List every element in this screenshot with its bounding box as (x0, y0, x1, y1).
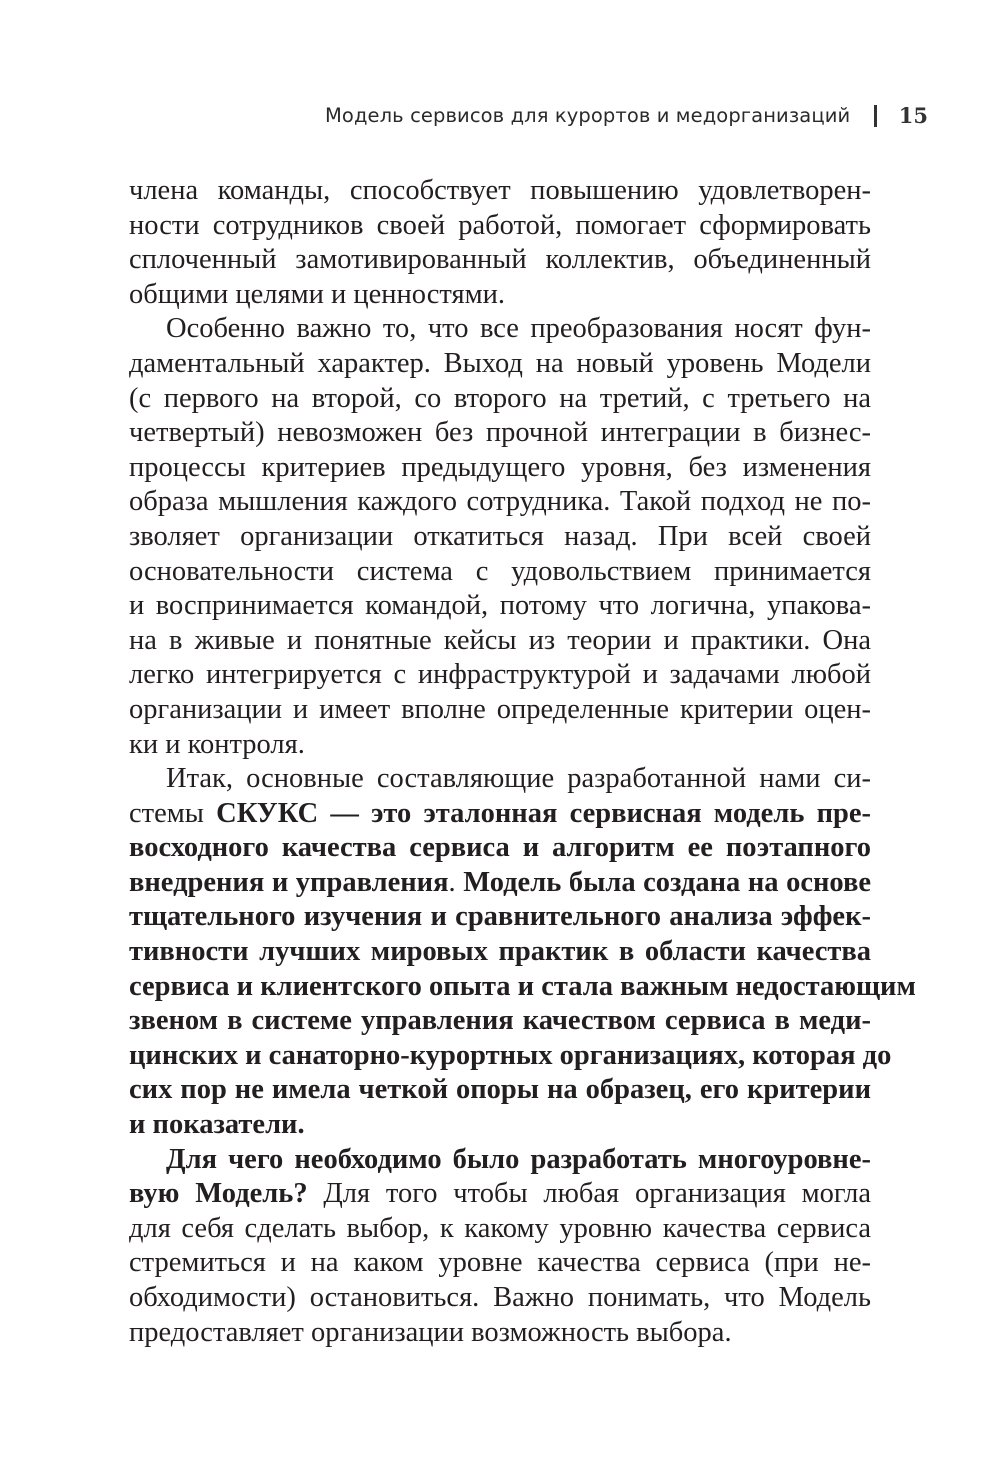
text-span: (с первого на второй, со второго на третий, с третьего на (129, 382, 871, 414)
text-line (129, 728, 871, 763)
bold-text-span: СКУКС — это эталонная сервисная модель пре- (216, 797, 871, 829)
bold-text-span: Для чего необходимо было разработать многоуровне- (166, 1143, 871, 1175)
text-line (129, 658, 871, 693)
text-line (129, 1246, 871, 1281)
text-span: и воспринимается командой, потому что логична, упакова- (129, 590, 871, 622)
text-span: . (448, 866, 464, 898)
text-line (129, 900, 871, 935)
text-line (129, 243, 871, 278)
bold-text-span: сих пор не имела четкой опоры на образец, его критерии (129, 1074, 871, 1106)
text-span: предоставляет организации возможность выбора. (129, 1316, 732, 1348)
text-span: сплоченный замотивированный коллектив, объединенный (129, 244, 871, 276)
text-span: зволяет организации откатиться назад. При всей своей (129, 520, 871, 552)
bold-text-span: тщательного изучения и сравнительного анализа эффек- (129, 901, 871, 933)
text-line (129, 935, 871, 970)
text-line (129, 555, 871, 590)
text-line (129, 1177, 871, 1212)
text-line (129, 1212, 871, 1247)
text-line (129, 589, 871, 624)
text-line (129, 312, 871, 347)
bold-text-span: Модель была создана на основе (463, 866, 871, 898)
text-line (129, 797, 871, 832)
text-line (129, 451, 871, 486)
text-span: ки и контроля. (129, 728, 305, 760)
running-head (325, 103, 928, 128)
text-line (129, 1281, 871, 1316)
bold-text-span: звеном в системе управления качеством сервиса в меди- (129, 1005, 871, 1037)
text-line (129, 693, 871, 728)
text-span: для себя сделать выбор, к какому уровню качества сервиса (129, 1212, 871, 1244)
text-line (129, 970, 916, 1005)
text-line (129, 485, 871, 520)
text-span: четвертый) невозможен без прочной интеграции в бизнес- (129, 417, 871, 449)
text-span: процессы критериев предыдущего уровня, без изменения (129, 451, 871, 483)
text-span: Для того чтобы любая организация могла (307, 1178, 871, 1210)
text-span: общими целями и ценностями. (129, 278, 505, 310)
text-span: на в живые и понятные кейсы из теории и практики. Она (129, 624, 871, 656)
bold-text-span: цинских и санаторно-курортных организациях, которая до (129, 1039, 892, 1071)
text-line (129, 624, 871, 659)
text-line (129, 1073, 871, 1108)
text-line (129, 866, 871, 901)
text-line (129, 1039, 892, 1074)
bold-text-span: внедрения и управления (129, 866, 449, 898)
text-line (129, 520, 871, 555)
text-line (129, 762, 871, 797)
text-span: ности сотрудников своей работой, помогает сформировать (129, 209, 871, 241)
text-line (129, 1143, 871, 1178)
bold-text-span: сервиса и клиентского опыта и стала важным недостающим (129, 970, 916, 1002)
text-span: Особенно важно то, что все преобразования носят фун- (166, 313, 871, 345)
text-line (129, 416, 871, 451)
text-span: члена команды, способствует повышению удовлетворен- (129, 175, 871, 206)
text-span: образа мышления каждого сотрудника. Такой подход не по- (129, 486, 871, 518)
bold-text-span: и показатели. (129, 1109, 305, 1141)
text-span: легко интегрируется с инфраструктурой и задачами любой (129, 659, 871, 691)
text-span: обходимости) остановиться. Важно понимать, что Модель (129, 1282, 871, 1313)
text-line (129, 1316, 871, 1351)
text-line (129, 382, 871, 417)
text-line (129, 347, 871, 382)
text-span: стремиться и на каком уровне качества сервиса (при не- (129, 1247, 871, 1279)
text-line (129, 1108, 871, 1143)
text-span: стемы (129, 797, 217, 829)
running-title: Модель сервисов для курортов и медорганизаций (324, 104, 851, 127)
text-line (129, 174, 871, 209)
text-span: даментальный характер. Выход на новый уровень Модели (129, 347, 871, 379)
text-span: организации и имеет вполне определенные критерии оцен- (129, 693, 871, 725)
text-span: Итак, основные составляющие разработанной нами си- (166, 763, 871, 795)
text-line (129, 209, 871, 244)
bold-text-span: тивности лучших мировых практик в области качества (129, 936, 871, 968)
text-line (129, 831, 871, 866)
page-number: 15 (898, 103, 928, 128)
text-line (129, 1004, 871, 1039)
text-span: основательности система с удовольствием принимается (129, 555, 871, 587)
header-divider (874, 105, 877, 127)
bold-text-span: восходного качества сервиса и алгоритм ее поэтапного (129, 832, 871, 864)
body-text (129, 174, 916, 1350)
text-line (129, 278, 871, 313)
bold-text-span: вую Модель? (129, 1178, 308, 1210)
